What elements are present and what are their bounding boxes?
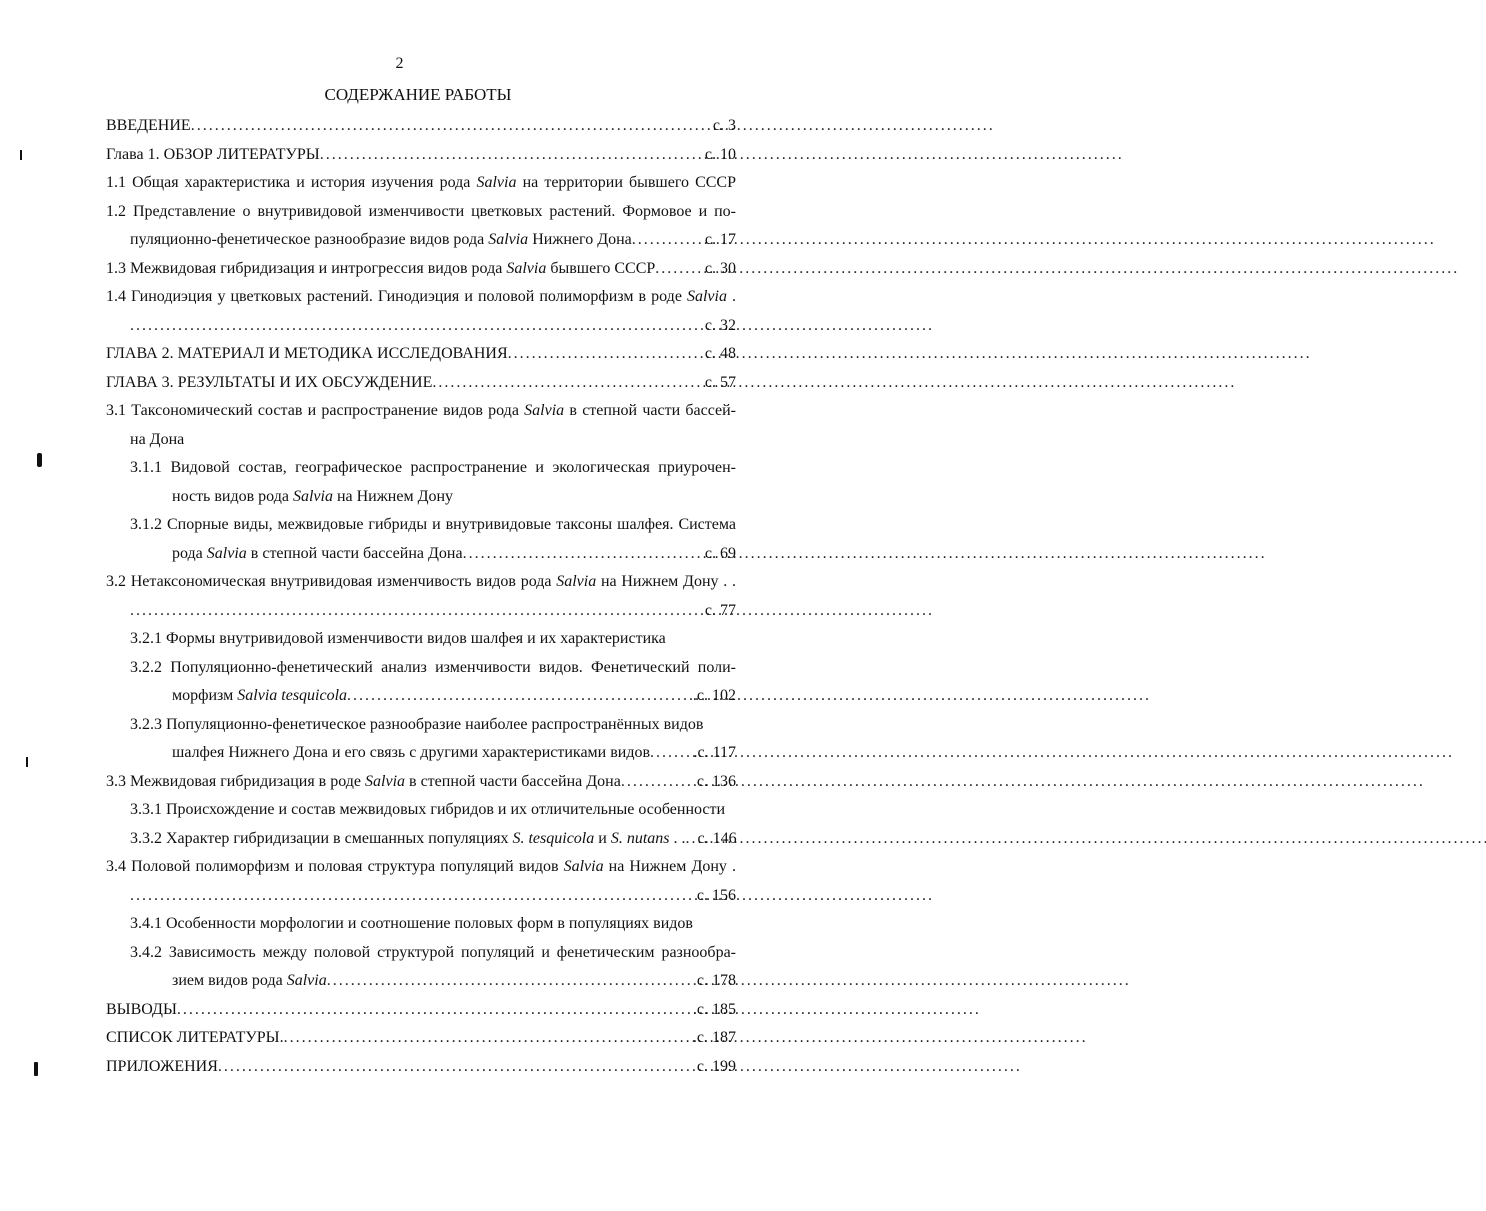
toc-entry: 3.2.3 Популяционно-фенетическое разнообразие наиболее распространённых видов [130,715,704,733]
scan-mark [37,453,42,467]
toc-entry: 3.2.1 Формы внутривидовой изменчивости видов шалфея и их характеристика [130,630,666,647]
toc-entry: 3.3.2 Характер гибридизации в смешанных популяциях S. tesquicola и S. nutans . . . . . с. 146 [106,825,736,854]
toc-entry: 3.4.1 Особенности морфологии и соотношение половых форм в популяциях видов [130,915,693,932]
toc-entry: морфизм Salvia tesquicola . . . .с. 102 [106,682,736,711]
toc-entry: 3.2.2 Популяционно-фенетический анализ изменчивости видов. Фенетический поли- [130,658,736,676]
scan-mark [34,1062,38,1076]
toc-entry: 1.2 Представление о внутривидовой изменчивости цветковых растений. Формовое и по- [106,202,736,220]
toc-entry: Глава 1. ОБЗОР ЛИТЕРАТУРЫ . . . с. 10 [106,141,736,170]
toc-entry: шалфея Нижнего Дона и его связь с другими характеристиками видов . . . .с. 117 [106,739,736,768]
toc-entry: . . . с. 156 [106,882,736,911]
toc-entry: рода Salvia в степной части бассейна Дона . . . с. 69 [106,540,736,569]
toc-entry: 3.3.1 Происхождение и состав межвидовых гибридов и их отличительные особенности [130,801,726,818]
toc-entry: ВЫВОДЫ . . . .с. 185 [106,996,736,1025]
toc-entry: 3.1 Таксономический состав и распространение видов рода Salvia в степной части бассей- [106,402,737,419]
toc-entry: . . . с. 77 [106,597,736,626]
toc-entry: ГЛАВА 2. МАТЕРИАЛ И МЕТОДИКА ИССЛЕДОВАНИЯ . . . с. 48 [106,340,736,369]
toc-entry: 1.4 Гинодиэция у цветковых растений. Гинодиэция и половой полиморфизм в роде Salvia . [106,288,737,305]
table-of-contents [106,112,736,1081]
toc-entry: СПИСОК ЛИТЕРАТУРЫ. . . . .с. 187 [106,1024,736,1053]
toc-entry: 3.3 Межвидовая гибридизация в роде Salvia в степной части бассейна Дона . . . с. 136 [106,768,736,797]
toc-entry: 1.3 Межвидовая гибридизация и интрогрессия видов рода Salvia бывшего СССР . . . с. 30 [106,255,736,284]
toc-entry: 3.1.2 Спорные виды, межвидовые гибриды и внутривидовые таксоны шалфея. Система [130,516,736,533]
toc-entry: ность видов рода Salvia на Нижнем Дону [172,487,454,505]
toc-entry: 3.4 Половой полиморфизм и половая структура популяций видов Salvia на Нижнем Дону . [106,858,736,875]
toc-entry: ПРИЛОЖЕНИЯ . . . с. 199 [106,1053,736,1082]
scan-mark [20,150,22,160]
toc-entry: зием видов рода Salvia . . . с. 178 [106,967,736,996]
toc-entry: 3.4.2 Зависимость между половой структурой популяций и фенетическим разнообра- [130,943,736,961]
toc-entry: ГЛАВА 3. РЕЗУЛЬТАТЫ И ИХ ОБСУЖДЕНИЕ . . . с. 57 [106,369,736,398]
toc-entry: 1.1 Общая характеристика и история изучения рода Salvia на территории бывшего СССР [106,174,737,191]
page-number: 2 [395,55,404,72]
scan-mark [26,757,28,767]
toc-entry: на Дона [130,430,185,448]
toc-entry: пуляционно-фенетическое разнообразие видов рода Salvia Нижнего Дона . . . с. 17 [106,226,736,255]
toc-entry: 3.1.1 Видовой состав, географическое распространение и экологическая приурочен- [130,459,736,476]
toc-entry: . . . с. 32 [106,312,736,341]
toc-entry: 3.2 Нетаксономическая внутривидовая изменчивость видов рода Salvia на Нижнем Дону . . [106,573,736,590]
page-title: СОДЕРЖАНИЕ РАБОТЫ [324,85,512,104]
toc-entry: ВВЕДЕНИЕ . . . с. 3 [106,112,736,141]
